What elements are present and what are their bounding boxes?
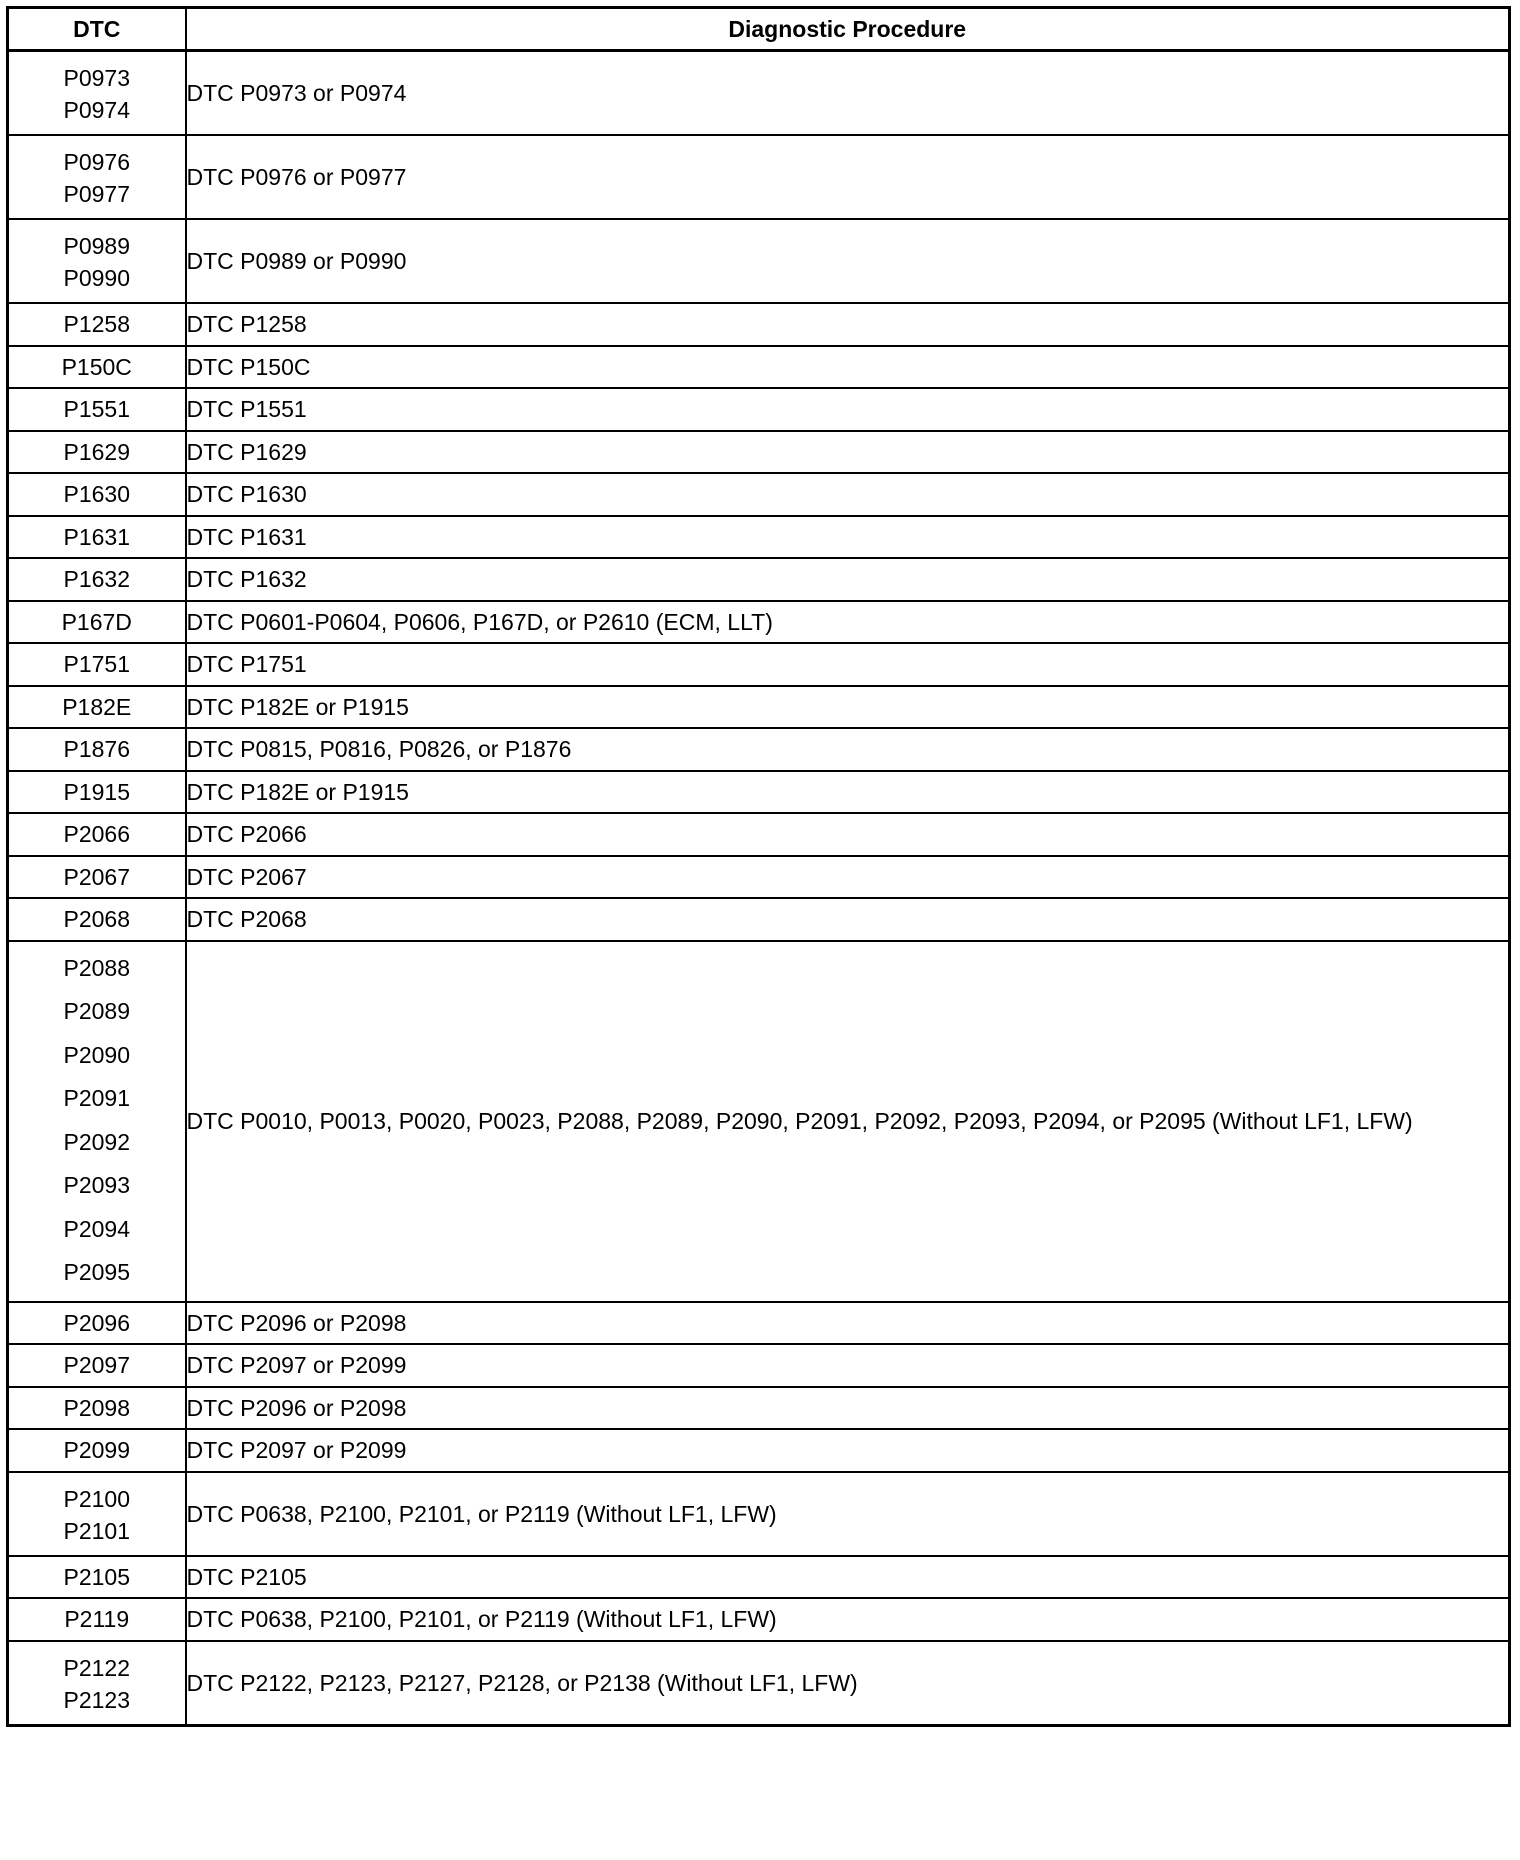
diagnostic-procedure-text: DTC P0815, P0816, P0826, or P1876 xyxy=(186,736,572,763)
table-row xyxy=(8,1641,1510,1726)
dtc-code: P1751 xyxy=(63,651,130,678)
table-row xyxy=(8,771,1510,814)
dtc-code: P2094 xyxy=(63,1215,130,1242)
dtc-code: P1551 xyxy=(63,396,130,423)
dtc-code: P1876 xyxy=(63,736,130,763)
diagnostic-procedure-text: DTC P0976 or P0977 xyxy=(186,164,407,190)
diagnostic-procedure-text: DTC P2122, P2123, P2127, P2128, or P2138 (Without LF1, LFW) xyxy=(186,1669,858,1696)
diagnostic-procedure-cell xyxy=(186,643,1510,686)
diagnostic-procedure-text: DTC P1632 xyxy=(186,566,307,593)
dtc-code: P2119 xyxy=(64,1606,130,1633)
dtc-table xyxy=(6,6,1511,1727)
dtc-code-cell xyxy=(8,1344,186,1387)
diagnostic-procedure-cell xyxy=(186,941,1510,1302)
diagnostic-procedure-cell xyxy=(186,388,1510,431)
dtc-code-cell xyxy=(8,1556,186,1599)
dtc-code: P2095 xyxy=(63,1259,130,1286)
table-row xyxy=(8,686,1510,729)
header-dtc: DTC xyxy=(8,8,186,51)
diagnostic-procedure-cell xyxy=(186,473,1510,516)
diagnostic-procedure-text: DTC P0989 or P0990 xyxy=(186,248,407,274)
dtc-code: P2123 xyxy=(63,1686,130,1713)
diagnostic-procedure-text: DTC P2097 or P2099 xyxy=(186,1352,407,1379)
dtc-code-cell xyxy=(8,1641,186,1726)
dtc-code-cell xyxy=(8,601,186,644)
dtc-code: P2122 xyxy=(63,1654,130,1681)
table-row xyxy=(8,643,1510,686)
dtc-code-cell xyxy=(8,771,186,814)
dtc-code-cell xyxy=(8,1472,186,1556)
table-row xyxy=(8,558,1510,601)
table-row xyxy=(8,303,1510,346)
diagnostic-procedure-cell xyxy=(186,1387,1510,1430)
diagnostic-procedure-text: DTC P182E or P1915 xyxy=(186,778,409,805)
dtc-code-cell xyxy=(8,813,186,856)
table-row xyxy=(8,813,1510,856)
diagnostic-procedure-cell xyxy=(186,728,1510,771)
diagnostic-procedure-text: DTC P2096 or P2098 xyxy=(186,1394,407,1421)
dtc-code: P2093 xyxy=(63,1172,130,1199)
diagnostic-procedure-cell xyxy=(186,601,1510,644)
diagnostic-procedure-text: DTC P1258 xyxy=(186,311,307,338)
dtc-code-cell xyxy=(8,643,186,686)
dtc-code: P1629 xyxy=(63,438,130,465)
table-row xyxy=(8,1556,1510,1599)
dtc-code-cell xyxy=(8,303,186,346)
diagnostic-procedure-cell xyxy=(186,1429,1510,1472)
diagnostic-procedure-text: DTC P150C xyxy=(186,353,311,380)
dtc-code: P2090 xyxy=(63,1041,130,1068)
dtc-code: P2098 xyxy=(63,1394,130,1421)
diagnostic-procedure-cell xyxy=(186,1302,1510,1345)
dtc-code-cell xyxy=(8,388,186,431)
diagnostic-procedure-cell xyxy=(186,686,1510,729)
dtc-code: P0974 xyxy=(63,97,130,123)
header-procedure: Diagnostic Procedure xyxy=(186,8,1510,51)
diagnostic-procedure-text: DTC P182E or P1915 xyxy=(186,693,409,720)
diagnostic-procedure-text: DTC P0638, P2100, P2101, or P2119 (Without LF1, LFW) xyxy=(186,1606,777,1633)
diagnostic-procedure-cell xyxy=(186,1344,1510,1387)
dtc-code: P0973 xyxy=(63,65,130,91)
diagnostic-procedure-text: DTC P2096 or P2098 xyxy=(186,1309,407,1336)
dtc-code: P2105 xyxy=(63,1563,130,1590)
diagnostic-procedure-cell xyxy=(186,346,1510,389)
dtc-code: P2089 xyxy=(63,998,130,1025)
diagnostic-procedure-text: DTC P2066 xyxy=(186,821,307,848)
dtc-code-cell xyxy=(8,856,186,899)
diagnostic-procedure-text: DTC P2097 or P2099 xyxy=(186,1437,407,1464)
table-row xyxy=(8,1472,1510,1556)
table-row xyxy=(8,1387,1510,1430)
dtc-code-cell xyxy=(8,558,186,601)
diagnostic-procedure-cell xyxy=(186,51,1510,136)
diagnostic-procedure-cell xyxy=(186,856,1510,899)
diagnostic-procedure-cell xyxy=(186,1472,1510,1556)
dtc-code: P1258 xyxy=(63,311,130,338)
diagnostic-procedure-cell xyxy=(186,1641,1510,1726)
diagnostic-procedure-cell xyxy=(186,1598,1510,1641)
diagnostic-procedure-cell xyxy=(186,1556,1510,1599)
dtc-code: P2099 xyxy=(63,1437,130,1464)
diagnostic-procedure-text: DTC P1631 xyxy=(186,523,307,550)
dtc-code: P0976 xyxy=(63,149,130,175)
dtc-code-cell xyxy=(8,516,186,559)
table-row xyxy=(8,941,1510,1302)
dtc-code: P2096 xyxy=(63,1309,130,1336)
dtc-code: P1915 xyxy=(63,778,130,805)
diagnostic-procedure-text: DTC P0010, P0013, P0020, P0023, P2088, P2089, P2090, P2091, P2092, P2093, P2094, or P2095 (Without LF1, LFW) xyxy=(186,1108,1413,1134)
diagnostic-procedure-cell xyxy=(186,813,1510,856)
dtc-code: P150C xyxy=(61,353,132,380)
table-row xyxy=(8,388,1510,431)
header-row xyxy=(8,8,1510,51)
table-row xyxy=(8,346,1510,389)
dtc-code-cell xyxy=(8,686,186,729)
table-row xyxy=(8,135,1510,219)
dtc-code-cell xyxy=(8,346,186,389)
dtc-code: P167D xyxy=(61,608,132,635)
table-row xyxy=(8,516,1510,559)
dtc-code: P0977 xyxy=(63,181,130,207)
diagnostic-procedure-cell xyxy=(186,431,1510,474)
dtc-code-cell xyxy=(8,473,186,516)
diagnostic-procedure-cell xyxy=(186,898,1510,941)
dtc-code: P2091 xyxy=(63,1085,130,1112)
dtc-code-cell xyxy=(8,728,186,771)
dtc-code: P2068 xyxy=(63,906,130,933)
dtc-code-cell xyxy=(8,135,186,219)
dtc-code-cell xyxy=(8,51,186,136)
dtc-code-cell xyxy=(8,898,186,941)
dtc-code: P1631 xyxy=(63,523,130,550)
diagnostic-procedure-text: DTC P1629 xyxy=(186,438,307,465)
diagnostic-procedure-cell xyxy=(186,135,1510,219)
diagnostic-procedure-text: DTC P1551 xyxy=(186,396,307,423)
diagnostic-procedure-cell xyxy=(186,303,1510,346)
diagnostic-procedure-text: DTC P0601-P0604, P0606, P167D, or P2610 (ECM, LLT) xyxy=(186,608,773,635)
diagnostic-procedure-text: DTC P0638, P2100, P2101, or P2119 (Without LF1, LFW) xyxy=(186,1500,777,1527)
dtc-code-cell xyxy=(8,219,186,303)
diagnostic-procedure-cell xyxy=(186,516,1510,559)
diagnostic-procedure-text: DTC P0973 or P0974 xyxy=(186,80,407,106)
table-row xyxy=(8,728,1510,771)
diagnostic-procedure-text: DTC P1751 xyxy=(186,651,307,678)
table-row xyxy=(8,473,1510,516)
dtc-code-cell xyxy=(8,941,186,1302)
table-row xyxy=(8,431,1510,474)
table-row xyxy=(8,856,1510,899)
dtc-code: P2066 xyxy=(63,821,130,848)
table-row xyxy=(8,898,1510,941)
diagnostic-procedure-text: DTC P2105 xyxy=(186,1563,307,1590)
table-body xyxy=(8,51,1510,1726)
dtc-code-cell xyxy=(8,1429,186,1472)
table-header xyxy=(8,8,1510,51)
diagnostic-procedure-text: DTC P2068 xyxy=(186,906,307,933)
table-row xyxy=(8,601,1510,644)
dtc-code: P0989 xyxy=(63,233,130,259)
dtc-code: P2092 xyxy=(63,1128,130,1155)
diagnostic-procedure-text: DTC P2067 xyxy=(186,863,307,890)
table-row xyxy=(8,1302,1510,1345)
table-row xyxy=(8,1344,1510,1387)
diagnostic-procedure-cell xyxy=(186,771,1510,814)
dtc-code-cell xyxy=(8,1387,186,1430)
dtc-code: P2101 xyxy=(63,1517,130,1544)
dtc-code: P182E xyxy=(62,693,132,720)
table-row xyxy=(8,1429,1510,1472)
dtc-code-cell xyxy=(8,1598,186,1641)
dtc-code: P1630 xyxy=(63,481,130,508)
table-row xyxy=(8,219,1510,303)
table-row xyxy=(8,51,1510,136)
dtc-code: P2100 xyxy=(63,1485,130,1512)
dtc-code: P0990 xyxy=(63,265,130,291)
dtc-code: P1632 xyxy=(63,566,130,593)
dtc-code-cell xyxy=(8,1302,186,1345)
diagnostic-procedure-cell xyxy=(186,219,1510,303)
table-row xyxy=(8,1598,1510,1641)
dtc-code: P2097 xyxy=(63,1352,130,1379)
dtc-code-cell xyxy=(8,431,186,474)
dtc-code: P2088 xyxy=(63,954,130,981)
dtc-code: P2067 xyxy=(63,863,130,890)
diagnostic-procedure-text: DTC P1630 xyxy=(186,481,307,508)
diagnostic-procedure-cell xyxy=(186,558,1510,601)
